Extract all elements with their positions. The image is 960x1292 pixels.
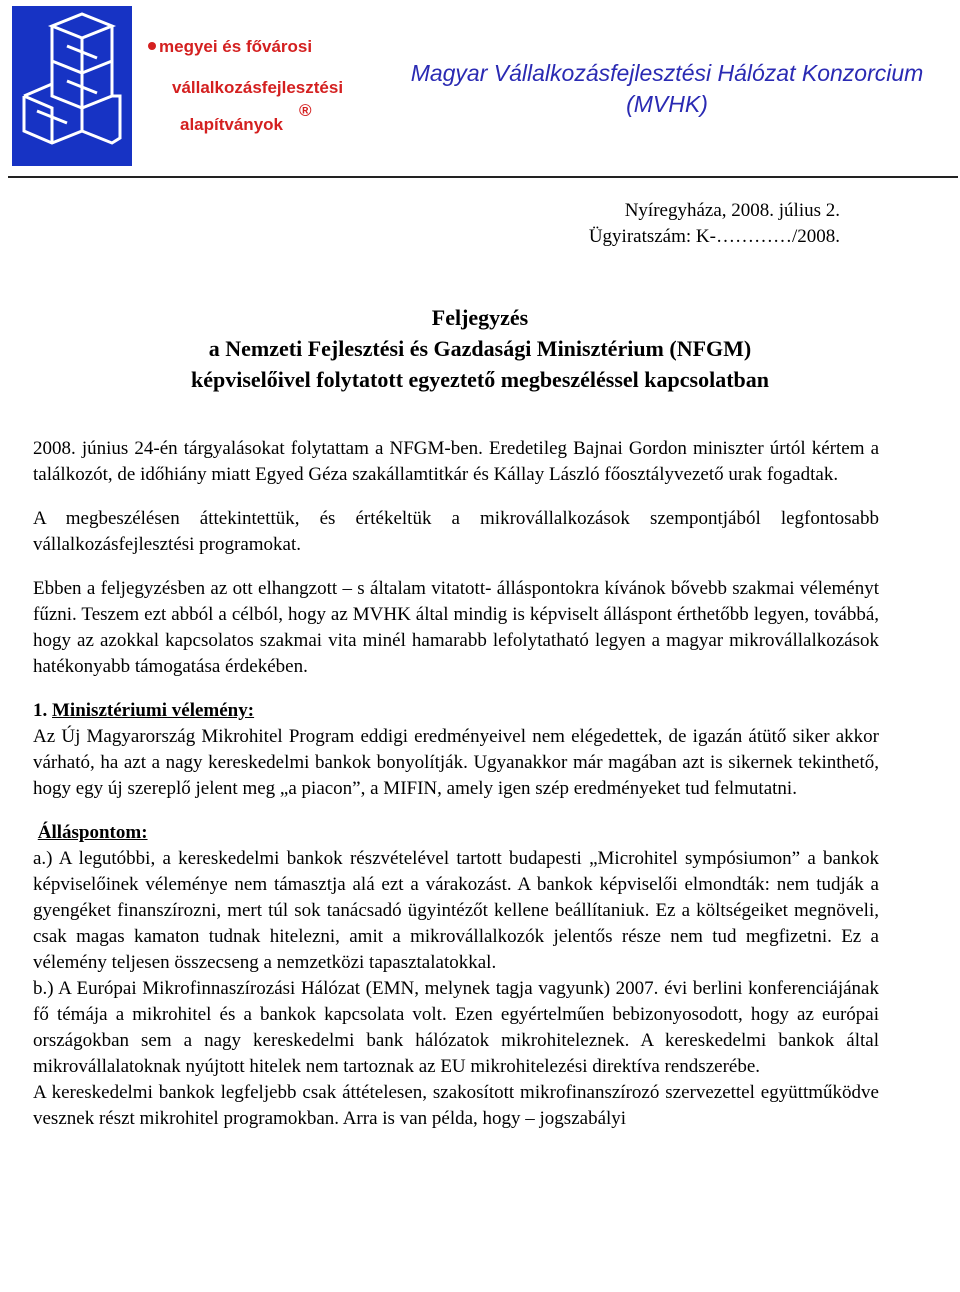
title-line3: képviselőivel folytatott egyeztető megbeszéléssel kapcsolatban bbox=[191, 367, 769, 392]
consortium-title-line1: Magyar Vállalkozásfejlesztési Hálózat Konzorcium bbox=[410, 60, 924, 86]
registered-mark-icon: ® bbox=[299, 101, 312, 120]
position-heading bbox=[33, 820, 879, 846]
document-body bbox=[33, 436, 879, 1132]
section1-title: Minisztériumi vélemény: bbox=[52, 700, 255, 721]
file-number: Ügyiratszám: K-…………/2008. bbox=[588, 226, 840, 247]
title-line1: Feljegyzés bbox=[431, 305, 529, 330]
paragraph-purpose: Ebben a feljegyzésben az ott elhangzott – s általam vitatott- álláspontokra kívánok bővebb szakmai véleményt fűzni. Teszem ezt abból a célból, hogy az MVHK által mindig is képviselt álláspont érthetőbb legyen, továbbá, hogy az azokkal kapcsolatos szakmai vita minél hamarabb lefolytatható legyen a magyar mikrovállalkozások hatékonyabb támogatása érdekében. bbox=[33, 578, 879, 677]
section1-text: Az Új Magyarország Mikrohitel Program eddigi eredményeivel nem elégedettek, de igazán átütő siker akkor várható, ha azt a nagy kereskedelmi bankok bonyolítják. Ugyanakkor már magában azt is sikernek tekinthető, hogy egy új szereplő jelent meg „a piacon”, a MIFIN, amely igen szép eredményeket tud felmutatni. bbox=[33, 726, 879, 799]
title-line2: a Nemzeti Fejlesztési és Gazdasági Minisztérium (NFGM) bbox=[208, 336, 752, 361]
position-point-b: b.) A Európai Mikrofinnaszírozási Hálózat (EMN, melynek tagja vagyunk) 2007. évi berlini konferenciájának fő témája a mikrohitel és a bankok kapcsolata volt. Ezen egyértelműen bebizonyosodott, hogy az európai országokban sem a nagy kereskedelmi bank hálózatok mikrohiteleznek. A kereskedelmi bankok által mikrovállalatoknak nyújtott hitelek nem tartoznak az EU mikrohitelezési direktíva rendszerébe. bbox=[33, 978, 879, 1077]
section1-number: 1. bbox=[33, 700, 48, 721]
logo-line2: vállalkozásfejlesztési bbox=[172, 78, 344, 97]
consortium-title bbox=[372, 58, 960, 120]
section1-heading bbox=[33, 698, 879, 724]
paragraph-review: A megbeszélésen áttekintettük, és értékeltük a mikrovállalkozások szempontjából legfontosabb vállalkozásfejlesztési programokat. bbox=[33, 508, 879, 555]
position-point-a: a.) A legutóbbi, a kereskedelmi bankok részvételével tartott budapesti „Microhitel sympósiumon” a bankok képviselőinek véleménye nem támasztja alá ezt a várakozást. A bankok képviselői elmondták: nem tudják a gyengéket finanszírozni, mert túl sok tanácsadó ügyintézőt kellene beállítaniuk. Ez a költségeiket megnöveli, csak magas kamaton tudnak hitelezni, amit a mikrovállalkozók jelentős része nem tud megfizetni. Ez a vélemény teljesen összecseng a nemzetközi tapasztalatokkal. bbox=[33, 848, 879, 973]
header-divider bbox=[8, 176, 958, 178]
document-title bbox=[0, 302, 960, 395]
foundation-logo bbox=[12, 6, 357, 166]
logo-line1: megyei és fővárosi bbox=[159, 37, 313, 56]
letterhead bbox=[0, 0, 960, 176]
consortium-title-line2: (MVHK) bbox=[626, 91, 708, 117]
document-meta bbox=[520, 198, 840, 250]
paragraph-intro: 2008. június 24-én tárgyalásokat folytattam a NFGM-ben. Eredetileg Bajnai Gordon miniszter úrtól kértem a találkozót, de időhiány miatt Egyed Géza szakállamtitkár és Kállay László főosztályvezető urak fogadtak. bbox=[33, 438, 879, 485]
place-date: Nyíregyháza, 2008. július 2. bbox=[624, 200, 840, 221]
logo-bullet-icon bbox=[148, 42, 156, 50]
position-title: Álláspontom: bbox=[37, 822, 148, 843]
logo-line3: alapítványok bbox=[180, 115, 283, 134]
position-point-c: A kereskedelmi bankok legfeljebb csak áttételesen, szakosított mikrofinanszírozó szervezettel együttműködve vesznek részt mikrohitel programokban. Arra is van példa, hogy – jogszabályi bbox=[33, 1082, 879, 1129]
